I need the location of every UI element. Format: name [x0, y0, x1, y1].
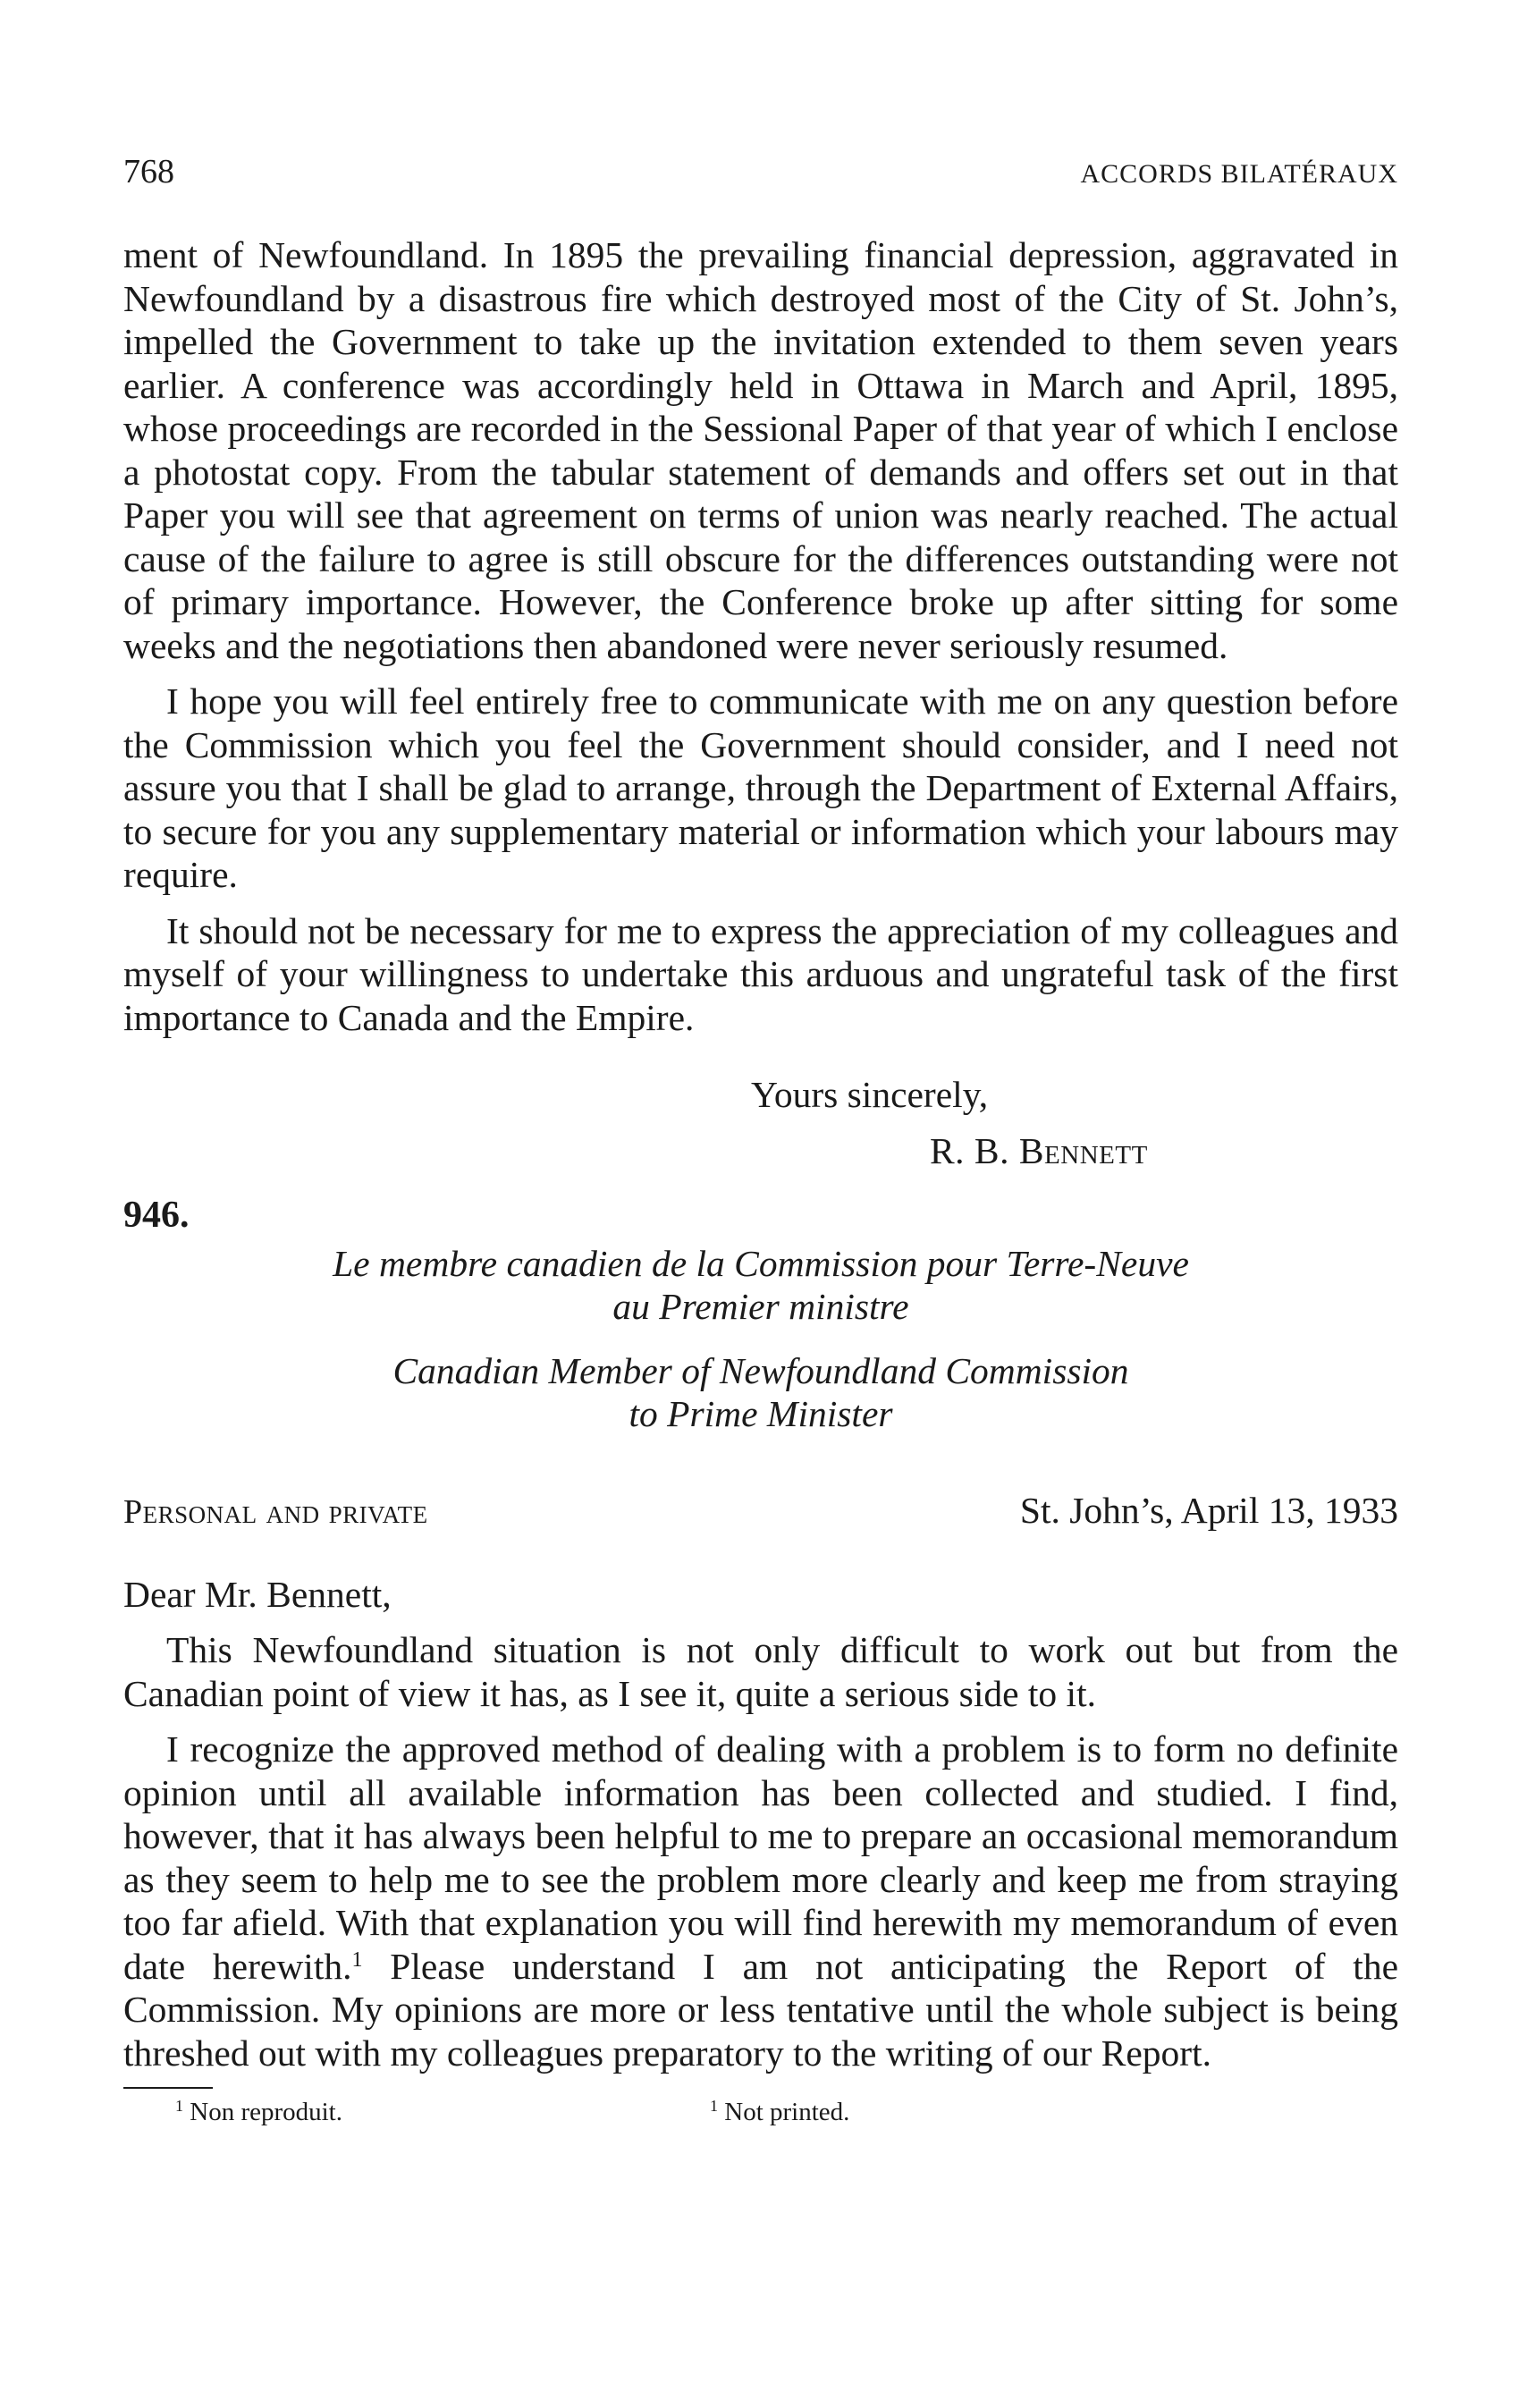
heading-french-line: Le membre canadien de la Commission pour Terre-Neuve — [333, 1243, 1189, 1284]
continued-paragraph: ment of Newfoundland. In 1895 the prevailing financial depression, aggravated in Newfoundland by a disastrous fire which destroyed most of the City of St. John’s, impelled the Government to take up the invitation extended to them seven years earlier. A conference was accordingly held in Ottawa in March and April, 1895, whose proceedings are recorded in the Sessional Paper of that year of which I enclose a photostat copy. From the tabular statement of demands and offers set out in that Paper you will see that agreement on terms of union was nearly reached. The actual cause of the failure to agree is still obscure for the differences outstanding were not of primary importance. However, the Conference broke up after sitting for some weeks and the negotiations then abandoned were never seriously resumed. — [123, 234, 1398, 666]
footnote-divider — [123, 2087, 213, 2089]
section-title: ACCORDS BILATÉRAUX — [1080, 159, 1398, 189]
signature: R. B. Bennett — [930, 1129, 1148, 1171]
place-date: St. John’s, April 13, 1933 — [1019, 1490, 1398, 1531]
body-paragraph — [123, 1728, 1398, 2074]
paragraph-text: Please understand I am not anticipating the Report of the Commission. My opinions are more or less tentative until the whole subject is being threshed out with my colleagues preparatory to the writing of our Report. — [123, 1945, 1398, 2074]
salutation: Dear Mr. Bennett, — [123, 1574, 392, 1615]
page-number: 768 — [123, 153, 174, 190]
footnote-marker: 1 — [710, 2097, 718, 2115]
body-paragraph: I hope you will feel entirely free to communicate with me on any question before the Commission which you feel the Government should consider, and I need not assure you that I shall be glad to arrange, through the Department of External Affairs, to secure for you any supplementary material or information which your labours may require. — [123, 680, 1398, 895]
heading-french-line: au Premier ministre — [612, 1286, 909, 1327]
heading-english-line: Canadian Member of Newfoundland Commission — [392, 1350, 1129, 1391]
letter-meta — [123, 1489, 1398, 1534]
classification: Personal and private — [123, 1493, 428, 1531]
body-paragraph: It should not be necessary for me to express the appreciation of my colleagues and myself of your willingness to undertake this arduous and ungrateful task of the first importance to Canada and the Empire. — [123, 909, 1398, 1038]
footnote-text: Not printed. — [718, 2098, 850, 2126]
document-headings — [123, 1242, 1398, 1435]
heading-english-line: to Prime Minister — [629, 1393, 893, 1434]
heading-english — [123, 1349, 1398, 1435]
letter-closing — [123, 1073, 1398, 1172]
document-number: 946. — [123, 1195, 190, 1236]
running-head — [123, 152, 1398, 194]
document-page — [123, 152, 1398, 2128]
complimentary-close: Yours sincerely, — [751, 1074, 989, 1115]
footnote-french — [123, 2096, 710, 2128]
footnote-marker: 1 — [175, 2097, 183, 2115]
footnote-text: Non reproduit. — [183, 2098, 342, 2126]
paragraph-text: I recognize the approved method of dealing with a problem is to form no definite opinion until all available information has been collected and studied. I find, however, that it has always been helpful to me to prepare an occasional memorandum as they seem to help me to see the problem more clearly and keep me from straying too far afield. With that explanation you will find herewith my memorandum of even date herewith. — [123, 1728, 1398, 1987]
body-paragraph: This Newfoundland situation is not only difficult to work out but from the Canadian point of view it has, as I see it, quite a serious side to it. — [123, 1629, 1398, 1714]
heading-french — [123, 1242, 1398, 1328]
footnote-english — [710, 2096, 849, 2128]
footnote-reference: 1 — [351, 1948, 363, 1972]
footnotes — [123, 2096, 1398, 2128]
